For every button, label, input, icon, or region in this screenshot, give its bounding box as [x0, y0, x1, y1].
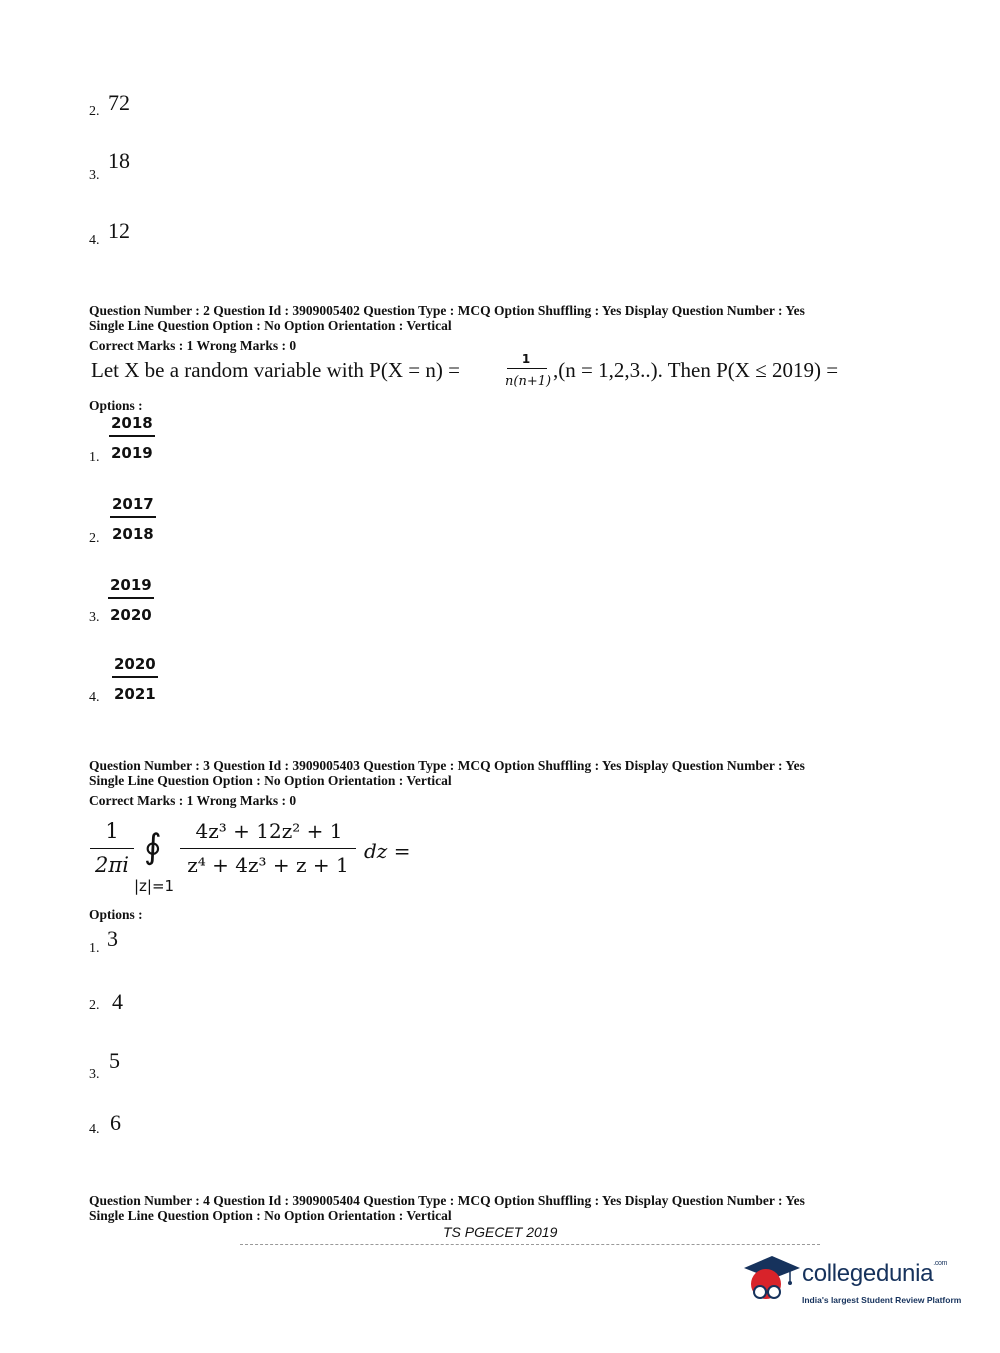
option-number: 4.: [89, 690, 100, 705]
question-formula: [88, 815, 428, 900]
option-fraction: [110, 495, 156, 543]
option-value: 6: [110, 1110, 121, 1135]
question-marks: Correct Marks : 1 Wrong Marks : 0: [89, 793, 297, 808]
footer-exam-title: TS PGECET 2019: [443, 1224, 558, 1240]
option-number: 1.: [89, 941, 100, 956]
option-number: 4.: [89, 1122, 100, 1137]
option-value: 72: [108, 90, 130, 115]
integrand-denominator: z⁴ + 4z³ + z + 1: [187, 853, 349, 877]
question-meta-line1: Question Number : 3 Question Id : 3909005403 Question Type : MCQ Option Shuffling : Yes Display Question Number : Yes: [89, 758, 805, 773]
question-prefix: Let X be a random variable with P(X = n) =: [91, 358, 460, 382]
fraction-bar: [507, 368, 547, 369]
option-denominator: 2019: [111, 444, 153, 462]
contour-label: |z|=1: [134, 877, 175, 895]
option-value: 3: [107, 926, 118, 951]
option-numerator: 2018: [109, 414, 155, 437]
option-value: 18: [108, 148, 130, 173]
coef-numerator: 1: [105, 819, 119, 843]
option-number: 4.: [89, 233, 100, 248]
option-number: 3.: [89, 610, 100, 625]
question-meta-line2: Single Line Question Option : No Option Orientation : Vertical: [89, 773, 452, 788]
option-numerator: 2020: [112, 655, 158, 678]
collegedunia-logo: [740, 1244, 980, 1314]
integrand-bar: [180, 848, 356, 849]
option-fraction: [108, 576, 154, 624]
option-value: 4: [112, 989, 123, 1014]
option-numerator: 2019: [108, 576, 154, 599]
coef-bar: [90, 848, 134, 849]
fraction-denominator: n(n+1): [505, 374, 552, 389]
option-number: 2.: [89, 531, 100, 546]
question-marks: Correct Marks : 1 Wrong Marks : 0: [89, 338, 297, 353]
logo-wordmark: [802, 1260, 947, 1288]
logo-name: collegedunia: [802, 1260, 934, 1287]
question-suffix: ,(n = 1,2,3..). Then P(X ≤ 2019) =: [553, 358, 839, 382]
option-denominator: 2021: [114, 685, 156, 703]
option-number: 2.: [89, 998, 100, 1013]
question-meta-line2: Single Line Question Option : No Option Orientation : Vertical: [89, 1208, 452, 1223]
options-label: Options :: [89, 398, 143, 413]
fraction-numerator: 1: [521, 352, 531, 366]
option-value: 12: [108, 218, 130, 243]
option-number: 3.: [89, 168, 100, 183]
option-number: 3.: [89, 1067, 100, 1082]
option-number: 2.: [89, 104, 100, 119]
option-denominator: 2018: [112, 525, 154, 543]
option-value: 5: [109, 1048, 120, 1073]
formula-tail: dz =: [364, 839, 411, 863]
logo-suffix: .com: [933, 1260, 948, 1267]
coef-denominator: 2πi: [95, 853, 129, 877]
options-label: Options :: [89, 907, 143, 922]
option-fraction: [112, 655, 158, 703]
integrand-numerator: 4z³ + 12z² + 1: [195, 819, 343, 843]
question-meta-line1: Question Number : 4 Question Id : 3909005404 Question Type : MCQ Option Shuffling : Yes Display Question Number : Yes: [89, 1193, 805, 1208]
logo-tagline: India's largest Student Review Platform: [802, 1295, 962, 1305]
question-meta-line1: Question Number : 2 Question Id : 3909005402 Question Type : MCQ Option Shuffling : Yes Display Question Number : Yes: [89, 303, 805, 318]
graduate-mascot-icon: [740, 1246, 802, 1308]
footer-divider: [240, 1244, 820, 1245]
option-number: 1.: [89, 450, 100, 465]
option-numerator: 2017: [110, 495, 156, 518]
option-fraction: [109, 414, 155, 462]
question-meta-line2: Single Line Question Option : No Option Orientation : Vertical: [89, 318, 452, 333]
integral-sign: ∮: [144, 827, 162, 867]
option-denominator: 2020: [110, 606, 152, 624]
